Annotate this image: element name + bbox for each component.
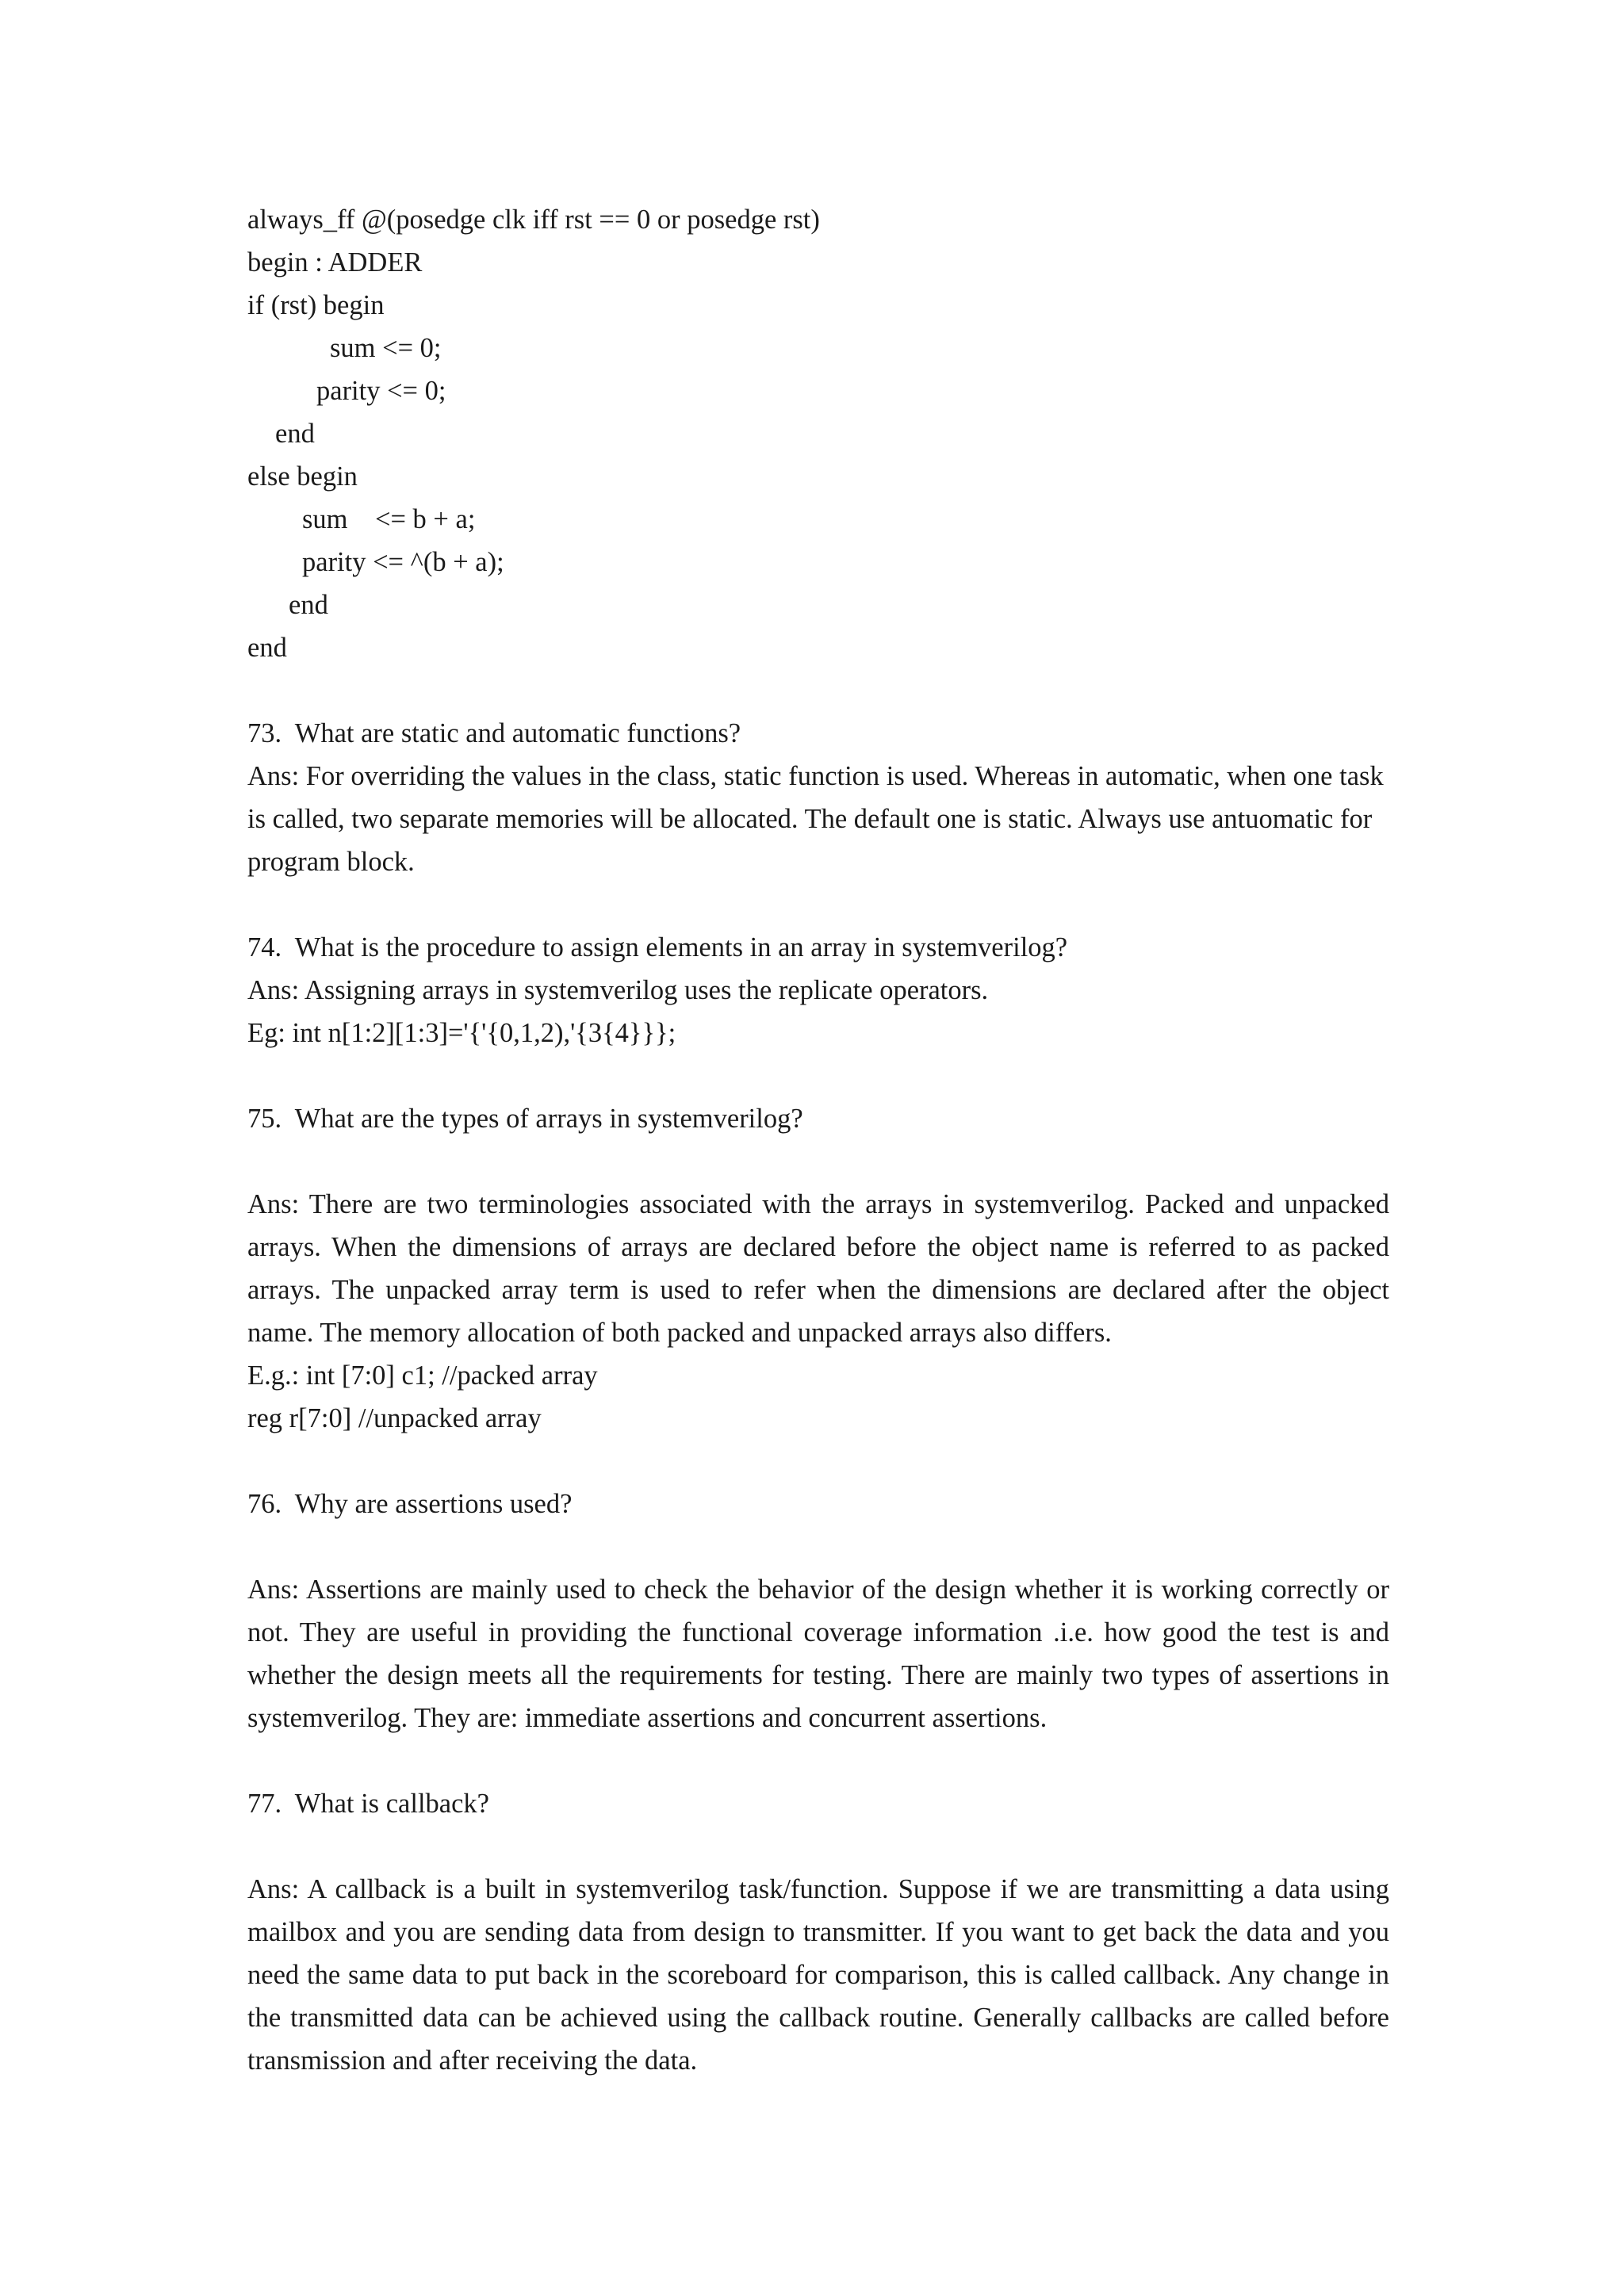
- answer-text: Ans: Assertions are mainly used to check the behavior of the design whether it is working correctly or not. They are useful in providing the functional coverage information .i.e. how good the test is and whether the design meets all the requirements for testing. There are mainly two types of assertions in systemverilog. They are: immediate assertions and concurrent assertions.: [247, 1575, 1389, 1733]
- question-77: [247, 1782, 1389, 2082]
- code-line: sum <= b + a;: [302, 504, 476, 534]
- code-line: end: [247, 633, 287, 663]
- question-heading: 75. What are the types of arrays in systemverilog?: [247, 1104, 803, 1134]
- document-page: [247, 198, 1389, 2082]
- example-text: E.g.: int [7:0] c1; //packed array: [247, 1360, 598, 1391]
- code-line: if (rst) begin: [247, 290, 385, 320]
- code-line: end: [289, 590, 328, 620]
- code-line: end: [275, 419, 315, 449]
- question-73: [247, 712, 1389, 883]
- example-text: reg r[7:0] //unpacked array: [247, 1403, 542, 1433]
- code-line: sum <= 0;: [330, 333, 442, 363]
- answer-text: Ans: For overriding the values in the class, static function is used. Whereas in automatic, when one task is called, two separate memories will be allocated. The default one is static. Always use antuomatic for program block.: [247, 761, 1384, 877]
- example-text: Eg: int n[1:2][1:3]='{'{0,1,2),'{3{4}}};: [247, 1018, 676, 1048]
- question-heading: 77. What is callback?: [247, 1789, 489, 1819]
- code-line: else begin: [247, 461, 358, 492]
- answer-text: Ans: Assigning arrays in systemverilog uses the replicate operators.: [247, 975, 989, 1005]
- question-heading: 74. What is the procedure to assign elements in an array in systemverilog?: [247, 932, 1068, 962]
- code-line: parity <= ^(b + a);: [302, 547, 504, 577]
- question-75: [247, 1097, 1389, 1440]
- answer-text: Ans: There are two terminologies associated with the arrays in systemverilog. Packed and unpacked arrays. When the dimensions of arrays are declared before the object name is referred to as packed arrays. The unpacked array term is used to refer when the dimensions are declared after the object name. The memory allocation of both packed and unpacked arrays also differs.: [247, 1189, 1389, 1348]
- code-line: parity <= 0;: [316, 376, 446, 406]
- code-block: [247, 198, 1389, 669]
- question-heading: 76. Why are assertions used?: [247, 1489, 573, 1519]
- answer-text: Ans: A callback is a built in systemverilog task/function. Suppose if we are transmitting a data using mailbox and you are sending data from design to transmitter. If you want to get back the data and you need the same data to put back in the scoreboard for comparison, this is called callback. Any change in the transmitted data can be achieved using the callback routine. Generally callbacks are called before transmission and after receiving the data.: [247, 1874, 1389, 2076]
- question-74: [247, 926, 1389, 1054]
- code-line: begin : ADDER: [247, 247, 423, 277]
- question-76: [247, 1483, 1389, 1739]
- question-heading: 73. What are static and automatic functions?: [247, 718, 741, 748]
- code-line: always_ff @(posedge clk iff rst == 0 or posedge rst): [247, 205, 820, 235]
